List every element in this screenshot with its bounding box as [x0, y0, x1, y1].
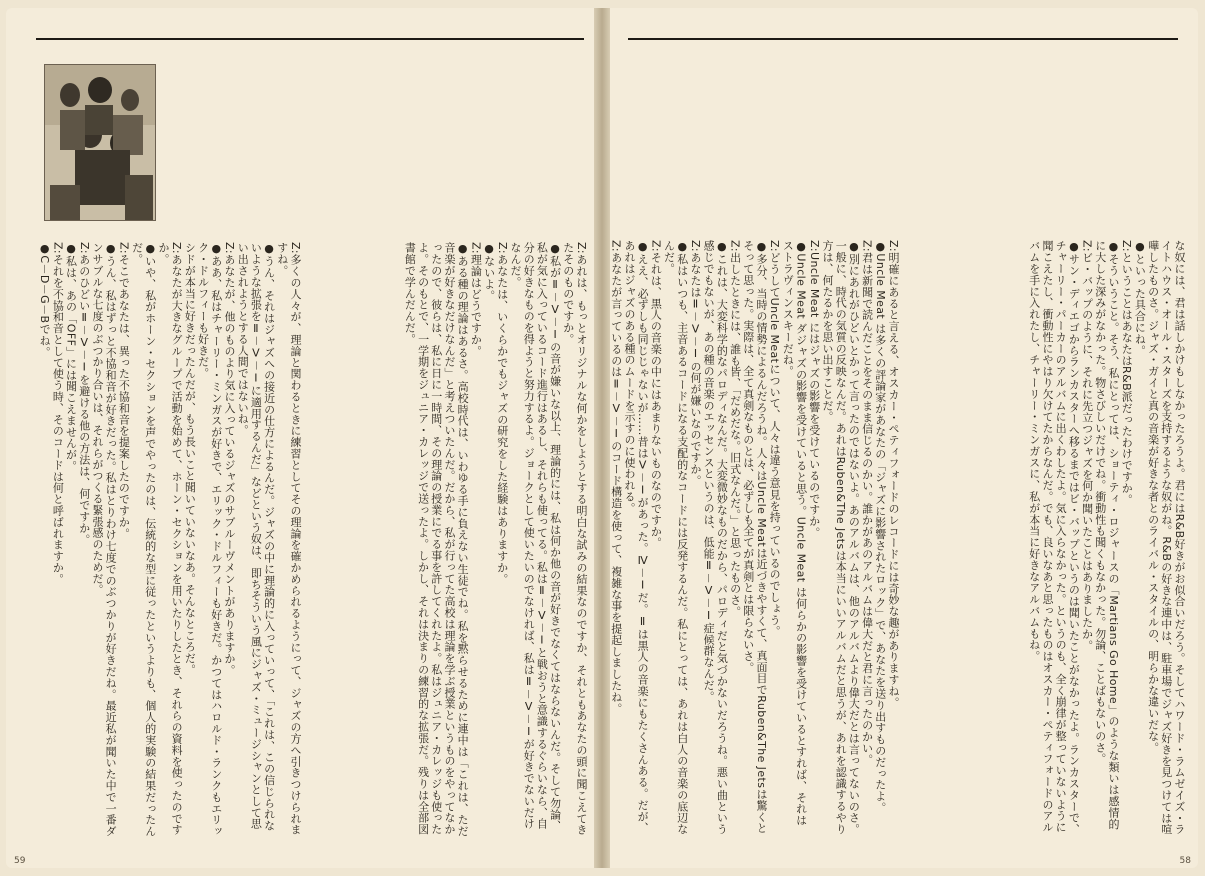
- left-text-block: Z:あなたが、他のものより気に入っているジャズのサブルーヴメントがありますか。: [222, 242, 236, 676]
- left-text-block: ●ないよ。: [482, 242, 496, 302]
- left-text-block: ●私は、あの「OFF」には聞こえませんが。: [64, 242, 78, 472]
- left-text-block: シドが本当に好きだったんだが、もう長いこと聞いていないなあ。そんなところだ。: [183, 242, 197, 676]
- right-text-block: ●別にあれがひどいとかって言ったのではないよ。あのアルバムは、他のアルバムより偉大だとは言ってないのさ。一般に、時代の気質の反映なんだ。あれはRuben&The Jetsは本当にいいアルバムだと思うが、あれを認識するやり方は、何たるかを思い出すことだ。: [820, 240, 861, 835]
- left-column-2: [36, 242, 302, 837]
- right-text-block: Z:あなたが言っているのはⅡ－Ⅴ－Ⅰのコード構造を使って、複雑な事を提起しましたね。: [609, 240, 623, 715]
- right-column-2: [609, 240, 900, 835]
- right-text-block: Z:明確にあると言える、オスカー・ペティフォードのレコードには奇妙な趣がありますね。: [887, 240, 900, 709]
- right-text-block: Z:Uncle Meat にはジャズの影響を受けているのですか。: [807, 240, 821, 539]
- left-text-block: ●うん、私はずっと不協和音が好きだった。私はとりわけ七度でのぶつかりが好きだね。最近私が聞いた中で一番ダンサブルな七度のぶつかり合いは、それらがつくる緊張感のためだ。: [90, 242, 118, 837]
- left-text-block: Z:あのひどいⅡ－Ⅴ－Ⅰを避ける他の方法は、何ですか。: [77, 242, 91, 546]
- right-text-block: ●サン・ディエゴからランカスターへ移るまではビ・バップというのは聞いたことがなかったよ。ランカスターで、チャーリー・パーカーのアルバムに出くわしたよ。気に入らなかった。というのも、全く崩律が整っていないように聞こえたし、衝動性にやはり欠けてたからなんだ。でも、良いなあと思ったものはオスカー・ペティフォードのアルバムを手に入れたし、チャーリー・ミンガスに、私が本当に好きなアルバムもね。: [1027, 240, 1081, 835]
- right-text-block: Z:あなたはⅡ－Ⅴ－Ⅰの何が嫌いなのですか。: [688, 240, 702, 487]
- left-text-block: Z:多くの人々が、理論と関わるときに練習としてその理論を確かめられるようにって、ジャズの方へ引きつけられますね。: [275, 242, 302, 836]
- band-photograph: [44, 64, 156, 221]
- left-text-block: Z:あれは、もっとオリジナルな何かをしようとする明白な試みの結果なのですか、それともあなたの頭に聞こえてきたそのものですか。: [561, 242, 588, 836]
- right-text-block: ●これは、大変科学的なパロディなんだ。大変微妙なものだから、パロディだと気づかないだろうね。悪い曲という感じでもないが、あの種の音楽のエッセンスというのは、低能Ⅱ－Ⅴ－Ⅰ症候群なんだ。: [702, 240, 729, 835]
- left-column-1: [306, 242, 588, 837]
- right-text-block: Z:どうしてUncle Meatについて、人々は違う意見を持っているのでしょう。: [768, 240, 782, 637]
- right-column-1: [904, 240, 1186, 835]
- left-text-block: ●ああ、私はチャーリー・ミンガスが好きで、エリック・ドルフィーも好きだ。かつてはハロルド・ランクもエリック・ドルフィーも好きだ。: [196, 242, 223, 837]
- right-text-block: ●私はいつも、主音あるコードになる支配的なコードには反発するんだ。私にとっては、あれは白人の音楽の底辺なんだ。: [662, 240, 689, 835]
- right-page-number: 58: [1179, 856, 1191, 866]
- right-text-block: ●といった具合にね。: [1133, 240, 1147, 357]
- left-header-rule: [36, 38, 584, 40]
- page-gutter: [594, 8, 610, 868]
- left-text-block: ●うん、それはジャズへの接近の仕方によるんだ。ジャズの中に理論的に入っていって、「これは、この信じられないような拡張をⅡ－Ⅴ－Ⅰに適用するんだ」などという奴は、即ちそういう風にジャズ・ミュージシャンとして思い出されようとする人間ではないね。: [236, 242, 276, 832]
- right-text-block: ●多分、当時の情勢によるんだろうね。人々はUncle Meatは近づきやすくて、真面目でRuben&The Jetsは驚くとそって思った。実際は、全て真剣なものとは、必ずしも全てが真剣とは限らないさ。: [741, 240, 768, 834]
- left-text-block: ●私がⅡ－Ⅴ－Ⅰの音が嫌いな以上、理論的には、私は何か他の音が好きでなくてはならないんだ。そして勿論、私が気に入っているコード進行はあるし、それらも使ってる。私はⅡ－Ⅴ－Ⅰと戦おうと意識するぐらいなら、自分の好きなものを得ようと努力するよ。ジョークとして使いたいのでなければ、私はⅡ－Ⅴ－Ⅰが好きでないだけなんだ。: [508, 242, 562, 832]
- right-text-block: ●ええ、必ずしも同じじゃないが……昔はⅤ－Ⅰがあった。Ⅳ－Ⅰだ。Ⅱは黒人の音楽にもたくさんある。だが、あれはジャズのある種のムードを示すのに使われる。: [622, 240, 650, 834]
- right-text-block: ●Uncle Meat ダジャズの影響を受けていると思う。Uncle Meat は何らかの影響を受けているとすれば、それはストラヴィンスキーだね。: [781, 240, 808, 826]
- right-text-block: ●Uncle Meat は多くの評論家があなたの「ジャズに影響されたロック」で、あなたを送り出すものだったよ。: [873, 240, 887, 814]
- right-header-rule: [628, 38, 1178, 40]
- left-text-block: Z:理論はどうですか。: [469, 242, 483, 357]
- left-page-number: 59: [14, 856, 26, 866]
- right-text-block: な奴には、君は話しかけもしなかったろうよ。君にはR&B好きがお似合いだろう。そしてハワード・ラムゼイズ・ライトハウス・オール・スターズを支持するような奴がね。R&Bの好きな連中は、駐車場でジャズ好きを見つけては喧嘩したものさ。ジャズ・ガイと真の音楽が好きな者とのライバル・スタイルの、明らかな違いだな。: [1146, 240, 1186, 835]
- left-text-block: Z:あなたが大きなグループで活動を始めて、ホーン・セクションを用いたりしたとき、それらの資料を使ったのですか。: [156, 242, 184, 836]
- right-text-block: ●そういうこと。そう、私にとっては、ショーティ・ロジャースの「Martians Go Home」のような類いは感情的に大した深みがなかった。物さびしいだけでね。衝動性も聞くもなかった。勿論、ことばもないのさ。: [1093, 240, 1120, 830]
- left-text-block: Z:そこであなたは、異った不協和音を提案したのですか。: [117, 242, 131, 540]
- left-text-block: ●いや、私がホーン・セクションを声でやったのは、伝統的な型に従ったというよりも、個人的実験の結果だったんだ。: [130, 242, 157, 837]
- left-text-block: Z:あなたは、いくらかでもジャズの研究をした経験はありますか。: [495, 242, 509, 585]
- right-text-block: Z:ということはあなたはR&B派だったわけですか。: [1120, 240, 1134, 506]
- left-text-block: ●ある種の理論はあるさ。高校時代は、いわゆる手に負えない生徒でね。私を黙らせるために連中は「これは、ただ音楽が好きなだけなんだ」と考えついたんだ。だから、私が行ってた高校は理論を学ぶ授業というものをやってなかったので、彼らは、私に日に一時間、その理論の授業にでる事を許してくれたよ。私はジュニア・カレッジも使ったよ。そのもとで、一学期をジュニア・カレッジで送ったよ。しかし、それは決まりの練習的な拡張だ。残りは全部図書館で学んだんだ。: [403, 242, 470, 837]
- right-text-block: Z:君は新聞で読んだことをそのまま信じるのかい。誰かがあのアルバムは偉大だと君に言ったのかい。: [860, 240, 874, 766]
- right-text-block: Z:それは、黒人の音楽の中にはあまりないものなのですか。: [649, 240, 663, 549]
- right-text-block: Z:出したときには、誰も皆、「だめだな。旧式なんだ。」と思ったものさ。: [728, 240, 742, 618]
- left-text-block: ●C－D－G－Bでね。: [38, 242, 52, 358]
- right-text-block: Z:ビ・バップのように、それに先立つジャズを何か聞いたことはありましたか。: [1080, 240, 1094, 652]
- left-text-block: Z:それを不協和音として使う時、そのコードは何と呼ばれますか。: [51, 242, 65, 585]
